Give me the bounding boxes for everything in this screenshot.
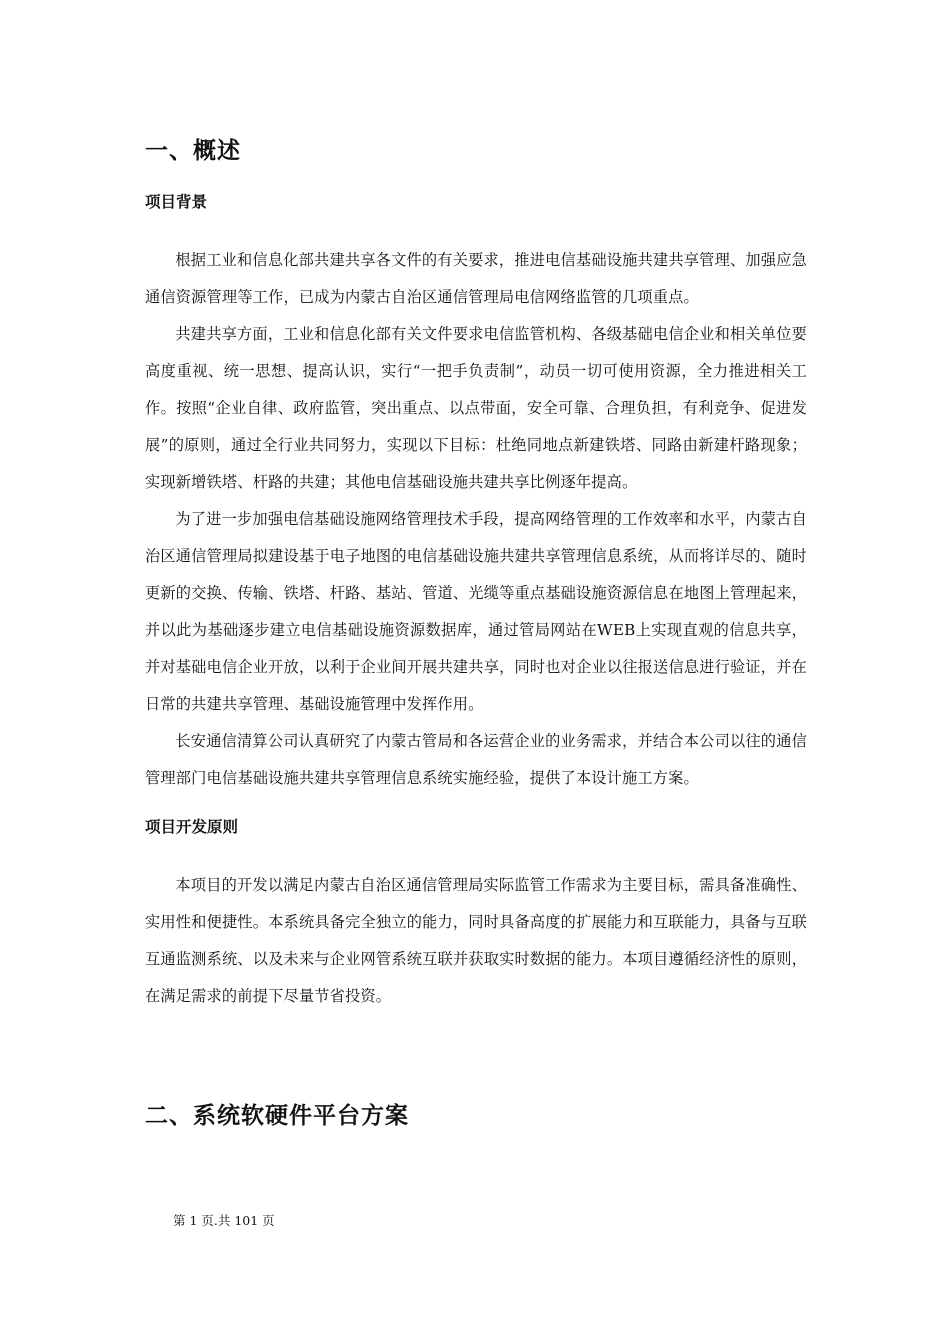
paragraph: 根据工业和信息化部共建共享各文件的有关要求，推进电信基础设施共建共享管理、加强应急通信资源管理等工作，已成为内蒙古自治区通信管理局电信网络监管的几项重点。 <box>145 251 807 306</box>
section-heading-overview: 一、概述 <box>145 138 241 164</box>
paragraph: 为了进一步加强电信基础设施网络管理技术手段，提高网络管理的工作效率和水平，内蒙古自治区通信管理局拟建设基于电子地图的电信基础设施共建共享管理信息系统，从而将详尽的、随时更新的交换、传输、铁塔、杆路、基站、管道、光缆等重点基础设施资源信息在地图上管理起来，并以此为基础逐步建立电信基础设施资源数据库，通过管局网站在WEB上实现直观的信息共享，并对基础电信企业开放，以利于企业间开展共建共享，同时也对企业以往报送信息进行验证，并在日常的共建共享管理、基础设施管理中发挥作用。 <box>145 510 807 713</box>
paragraph: 共建共享方面，工业和信息化部有关文件要求电信监管机构、各级基础电信企业和相关单位要高度重视、统一思想、提高认识，实行“一把手负责制”，动员一切可使用资源，全力推进相关工作。按照“企业自律、政府监管，突出重点、以点带面，安全可靠、合理负担，有利竞争、促进发展”的原则，通过全行业共同努力，实现以下目标：杜绝同地点新建铁塔、同路由新建杆路现象；实现新增铁塔、杆路的共建；其他电信基础设施共建共享比例逐年提高。 <box>145 325 807 491</box>
principles-body <box>145 867 807 1015</box>
page-number-footer: 第 1 页.共 101 页 <box>173 1213 275 1228</box>
subsection-title-principles: 项目开发原则 <box>145 818 239 836</box>
background-body <box>145 242 807 797</box>
subsection-title-background: 项目背景 <box>145 193 208 211</box>
section-heading-platform: 二、系统软硬件平台方案 <box>145 1103 409 1129</box>
paragraph: 本项目的开发以满足内蒙古自治区通信管理局实际监管工作需求为主要目标，需具备准确性、实用性和便捷性。本系统具备完全独立的能力，同时具备高度的扩展能力和互联能力，具备与互联互通监测系统、以及未来与企业网管系统互联并获取实时数据的能力。本项目遵循经济性的原则，在满足需求的前提下尽量节省投资。 <box>145 876 807 1005</box>
paragraph: 长安通信清算公司认真研究了内蒙古管局和各运营企业的业务需求，并结合本公司以往的通信管理部门电信基础设施共建共享管理信息系统实施经验，提供了本设计施工方案。 <box>145 732 807 787</box>
